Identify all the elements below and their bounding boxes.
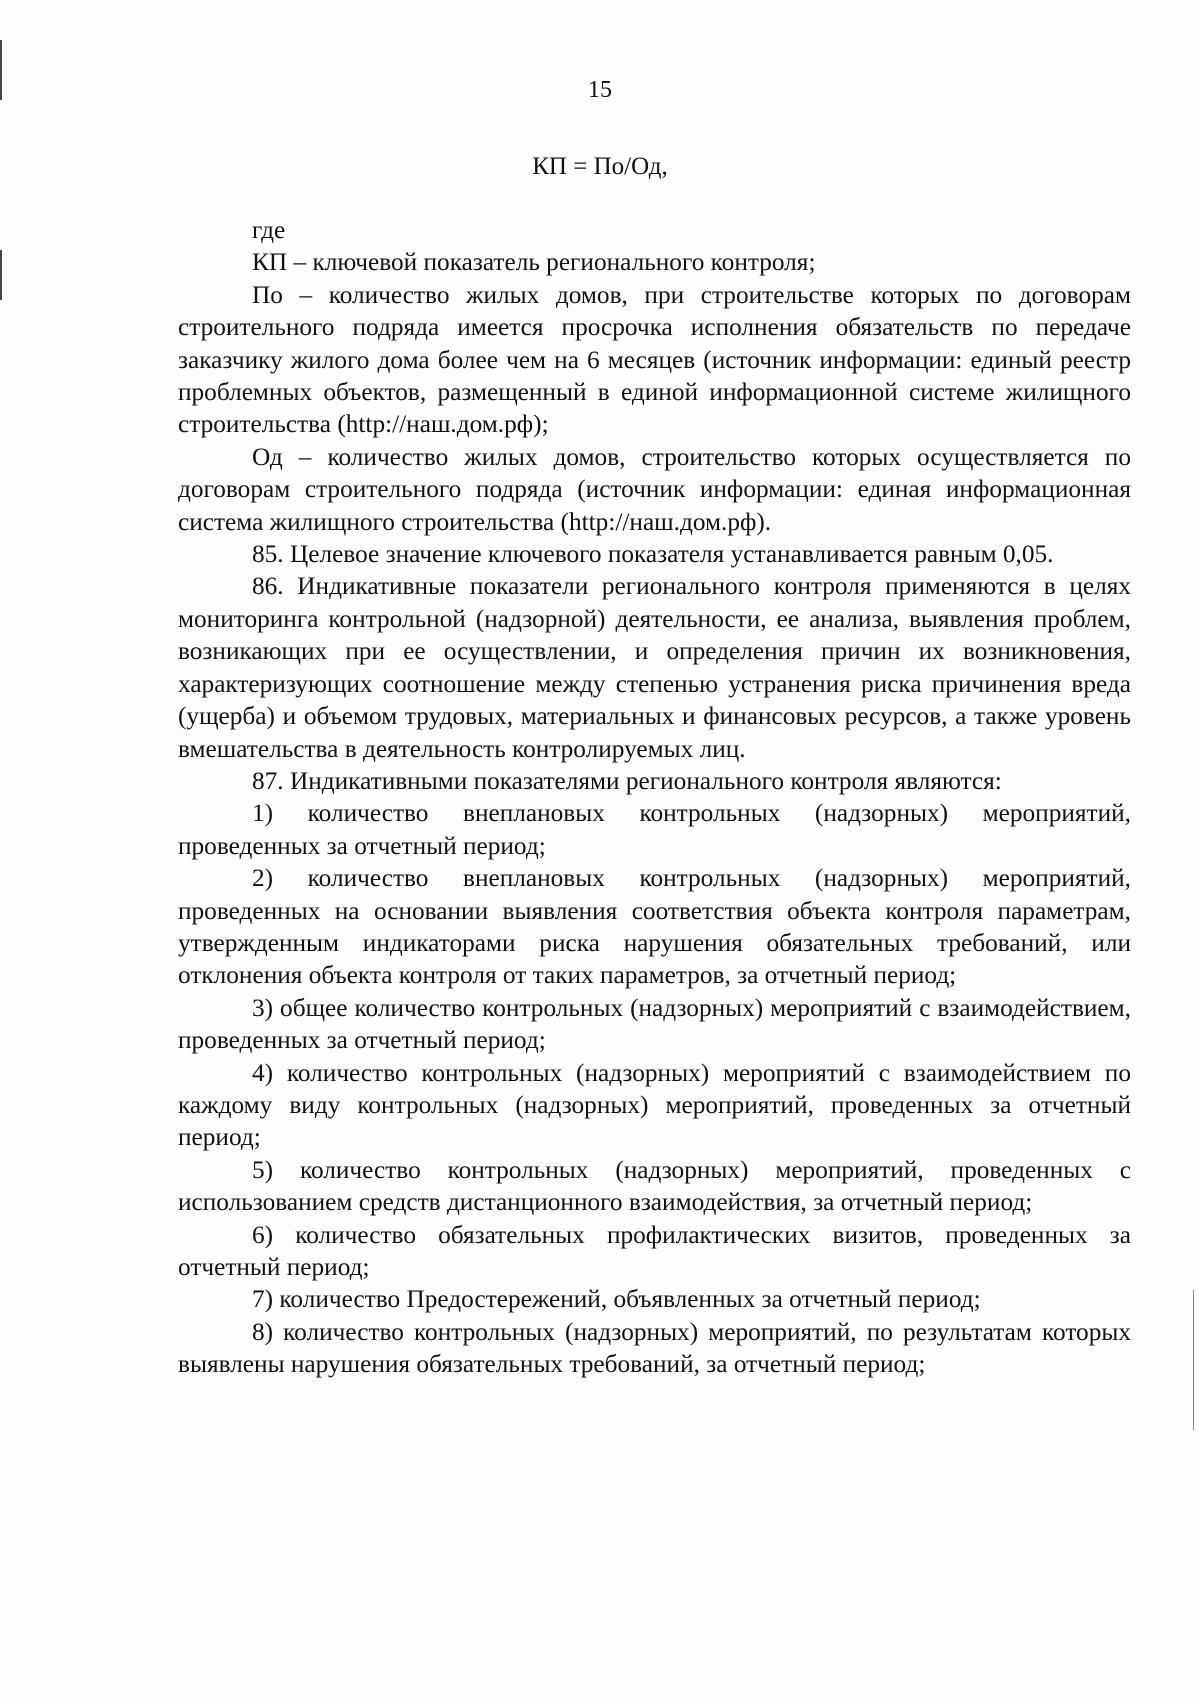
scan-edge-mark bbox=[0, 250, 2, 300]
paragraph-85: 85. Целевое значение ключевого показателя устанавливается равным 0,05. bbox=[252, 540, 1054, 569]
page-number: 15 bbox=[588, 77, 612, 103]
scan-edge-mark bbox=[1193, 1290, 1194, 1430]
body-text bbox=[178, 214, 1131, 1381]
paragraph-kp-definition: КП – ключевой показатель регионального контроля; bbox=[252, 248, 816, 277]
list-item-6: 6) количество обязательных профилактических визитов, проведенных за отчетный период; bbox=[178, 1220, 1131, 1281]
formula: КП = По/Од, bbox=[532, 153, 668, 180]
list-item-4: 4) количество контрольных (надзорных) мероприятий с взаимодействием по каждому виду контрольных (надзорных) мероприятий, проведенных за отчетный период; bbox=[178, 1058, 1131, 1152]
paragraph-86: 86. Индикативные показатели регионального контроля применяются в целях мониторинга контрольной (надзорной) деятельности, ее анализа, выявления проблем, возникающих при ее осуществлении, и определения причин их возникновения, характеризующих соотношение между степенью устранения риска причинения вреда (ущерба) и объемом трудовых, материальных и финансовых ресурсов, а также уровень вмешательства в деятельность контролируемых лиц. bbox=[178, 572, 1131, 763]
list-item-1: 1) количество внеплановых контрольных (надзорных) мероприятий, проведенных за отчетный период; bbox=[178, 799, 1131, 860]
paragraph-po-definition: По – количество жилых домов, при строительстве которых по договорам строительного подряда имеется просрочка исполнения обязательств по передаче заказчику жилого дома более чем на 6 месяцев (источник информации: единый реестр проблемных объектов, размещенный в единой информационной системе жилищного строительства (http://наш.дом.рф); bbox=[178, 280, 1131, 439]
list-item-8: 8) количество контрольных (надзорных) мероприятий, по результатам которых выявлены нарушения обязательных требований, за отчетный период; bbox=[178, 1317, 1131, 1379]
paragraph-od-definition: Од – количество жилых домов, строительство которых осуществляется по договорам строительного подряда (источник информации: единая информационная система жилищного строительства (http://наш.дом.рф). bbox=[178, 442, 1131, 536]
paragraph-87: 87. Индикативными показателями регионального контроля являются: bbox=[252, 766, 1002, 795]
list-item-5: 5) количество контрольных (надзорных) мероприятий, проведенных с использованием средств дистанционного взаимодействия, за отчетный период; bbox=[178, 1155, 1131, 1217]
paragraph-where: где bbox=[252, 216, 286, 244]
list-item-7: 7) количество Предостережений, объявленных за отчетный период; bbox=[252, 1285, 981, 1314]
list-item-3: 3) общее количество контрольных (надзорных) мероприятий с взаимодействием, проведенных за отчетный период; bbox=[178, 993, 1131, 1055]
list-item-2: 2) количество внеплановых контрольных (надзорных) мероприятий, проведенных на основании выявления соответствия объекта контроля параметрам, утвержденным индикаторами риска нарушения обязательных требований, или отклонения объекта контроля от таких параметров, за отчетный период; bbox=[178, 864, 1131, 990]
